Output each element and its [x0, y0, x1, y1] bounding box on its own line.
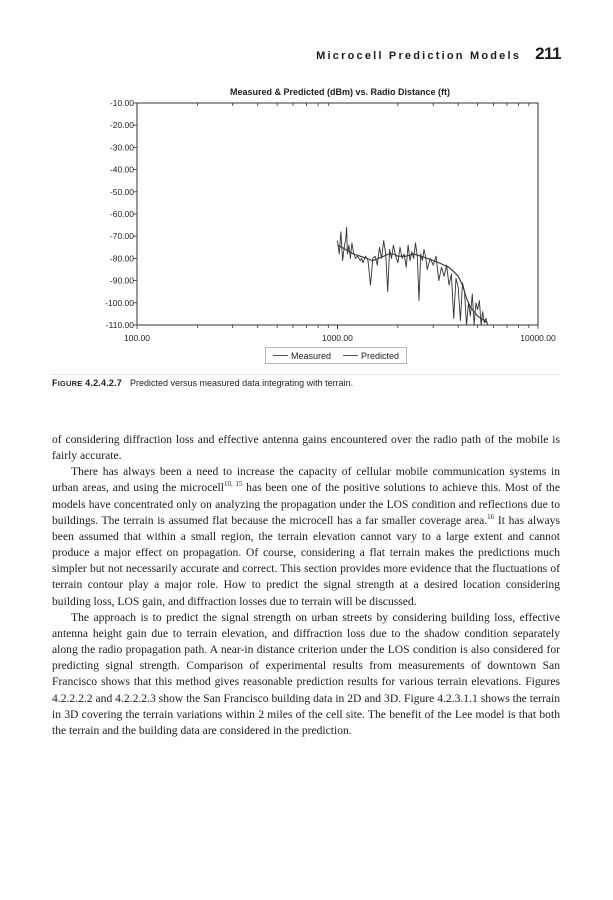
y-tick-label: -90.00	[109, 275, 134, 286]
running-title: Microcell Prediction Models	[316, 50, 522, 62]
figure-label-smallcaps: IGURE	[57, 379, 83, 388]
y-tick-label: -40.00	[109, 164, 134, 175]
legend-item-predicted	[343, 351, 399, 361]
chart	[0, 0, 613, 380]
y-tick-label: -20.00	[109, 120, 134, 131]
paragraph-3: The approach is to predict the signal strength on urban streets by considering building loss, effective antenna height gain due to terrain elevation, and diffraction loss due to the shadow condition separately along the radio propagation path. A near-in distance criterion under the LOS condition is also considered for predicting signal strength. Comparison of experimental results from measurements of downtown San Francisco shows that this method gives reasonable prediction results for various terrain elevations. Figures 4.2.2.2.2 and 4.2.2.2.3 show the San Francisco building data in 2D and 3D. Figure 4.2.3.1.1 shows the terrain in 3D covering the terrain variations within 2 miles of the cell site. The benefit of the Lee model is that both the terrain and the building data are considered in the prediction.	[52, 610, 560, 737]
figure-caption	[52, 378, 353, 388]
figure-caption-text: Predicted versus measured data integrating with terrain.	[130, 378, 354, 388]
caption-divider	[52, 374, 560, 375]
x-tick-label: 1000.00	[322, 333, 353, 343]
citation-10-15: 10, 15	[223, 480, 243, 489]
legend-swatch-predicted	[343, 355, 358, 356]
y-tick-label: -80.00	[109, 253, 134, 264]
figure-label-prefix: F	[52, 378, 58, 388]
chart-title: Measured & Predicted (dBm) vs. Radio Distance (ft)	[229, 87, 451, 97]
paragraph-2	[52, 464, 560, 609]
y-tick-label: -50.00	[109, 186, 134, 197]
y-tick-label: -60.00	[109, 209, 134, 219]
page-number: 211	[535, 44, 561, 63]
chart-legend	[265, 347, 407, 364]
paragraph-2-text-c: It has always been assumed that within a small region, the terrain elevation cannot vary to a large extent and cannot produce a major effect on propagation. Of course, considering a flat terrain makes the predictions much simpler but not necessarily accurate and correct. This section provides more evidence that the fluctuations of terrain contour play a major role. How to predict the signal strength at a desired location considering building loss, LOS gain, and diffraction losses due to terrain will be discussed.	[52, 513, 560, 608]
legend-item-measured	[273, 351, 331, 361]
paragraph-2-text-a: There has always been a need to increase the capacity of cellular mobile communication systems in urban areas, and using the microcell	[52, 465, 560, 495]
chart-axes	[133, 103, 538, 329]
legend-swatch-measured	[273, 355, 288, 356]
paragraph-2-text-b: has been one of the positive solutions to achieve this. Most of the models have concentrated only on analyzing the propagation under the LOS condition and reflections due to buildings. The terrain is assumed flat because the microcell has a far smaller coverage area.	[52, 481, 560, 527]
plot-frame	[137, 103, 538, 325]
x-tick-label: 100.00	[124, 333, 150, 343]
x-tick-label: 10000.00	[520, 333, 556, 343]
y-tick-label: -10.00	[109, 98, 134, 108]
figure-label	[52, 378, 122, 388]
y-tick-label: -70.00	[109, 231, 134, 242]
paragraph-1: of considering diffraction loss and effective antenna gains encountered over the radio path of the mobile is fairly accurate.	[52, 433, 560, 463]
y-tick-label: -100.00	[105, 297, 134, 308]
citation-16: 16	[487, 512, 495, 521]
legend-label-predicted: Predicted	[361, 350, 400, 361]
y-tick-label: -110.00	[105, 320, 134, 330]
y-tick-label: -30.00	[109, 142, 134, 153]
body-text	[52, 432, 560, 739]
legend-label-measured: Measured	[290, 350, 331, 361]
figure-number: 4.2.4.2.7	[85, 378, 123, 388]
